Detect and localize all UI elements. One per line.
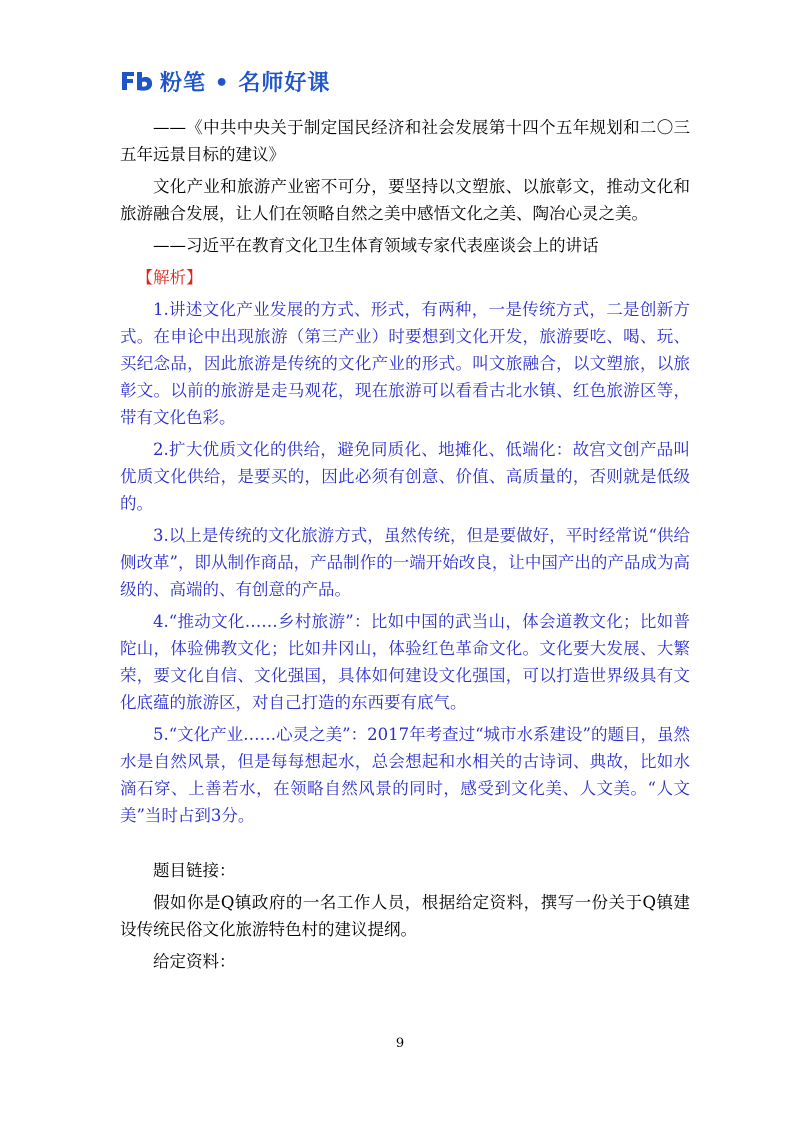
analysis-point-1: 1.讲述文化产业发展的方式、形式，有两种，一是传统方式，二是创新方式。在申论中出现旅游（第三产业）时要想到文化开发，旅游要吃、喝、玩、买纪念品，因此旅游是传统的文化产业的形式。叫文旅融合，以文塑旅，以旅彰文。以前的旅游是走马观花，现在旅游可以看看古北水镇、红色旅游区等，带有文化色彩。 [120,300,690,427]
quote1-source: ——《中共中央关于制定国民经济和社会发展第十四个五年规划和二〇三五年远景目标的建议》 [120,118,690,164]
header-logo [120,68,330,94]
page-number: 9 [395,1036,405,1051]
analysis-point-4: 4.“推动文化……乡村旅游”：比如中国的武当山，体会道教文化；比如普陀山，体验佛教文化；比如井冈山，体验红色革命文化。文化要大发展、大繁荣，要文化自信、文化强国，具体如何建设文化强国，可以打造世界级具有文化底蕴的旅游区，对自己打造的东西要有底气。 [120,612,690,712]
quote2-text: 文化产业和旅游产业密不可分，要坚持以文塑旅、以旅彰文，推动文化和旅游融合发展，让人们在领略自然之美中感悟文化之美、陶冶心灵之美。 [120,177,690,223]
analysis-point-5: 5.“文化产业……心灵之美”：2017年考查过“城市水系建设”的题目，虽然水是自然风景，但是每每想起水，总会想起和水相关的古诗词、典故，比如水滴石穿、上善若水，在领略自然风景的同时，感受到文化美、人文美。“人文美”当时占到3分。 [120,725,690,825]
analysis-label: 【解析】 [136,268,203,287]
logo-text: 粉笔 • 名师好课 [160,70,331,96]
link-label: 题目链接： [153,861,236,880]
analysis-point-2: 2.扩大优质文化的供给，避免同质化、地摊化、低端化：故宫文创产品叫优质文化供给，是要买的，因此必须有创意、价值、高质量的，否则就是低级的。 [120,440,690,513]
analysis-point-3: 3.以上是传统的文化旅游方式，虽然传统，但是要做好，平时经常说“供给侧改革”，即从制作商品，产品制作的一端开始改良，让中国产出的产品成为高级的、高端的、有创意的产品。 [120,526,690,599]
spacer [120,829,690,857]
quote2-source: ——习近平在教育文化卫生体育领域专家代表座谈会上的讲话 [153,236,599,255]
material-label: 给定资料： [153,952,236,971]
fb-logo-icon [120,70,156,92]
page-content [120,114,690,975]
task-text: 假如你是Q镇政府的一名工作人员，根据给定资料，撰写一份关于Q镇建设传统民俗文化旅游特色村的建议提纲。 [120,893,690,939]
